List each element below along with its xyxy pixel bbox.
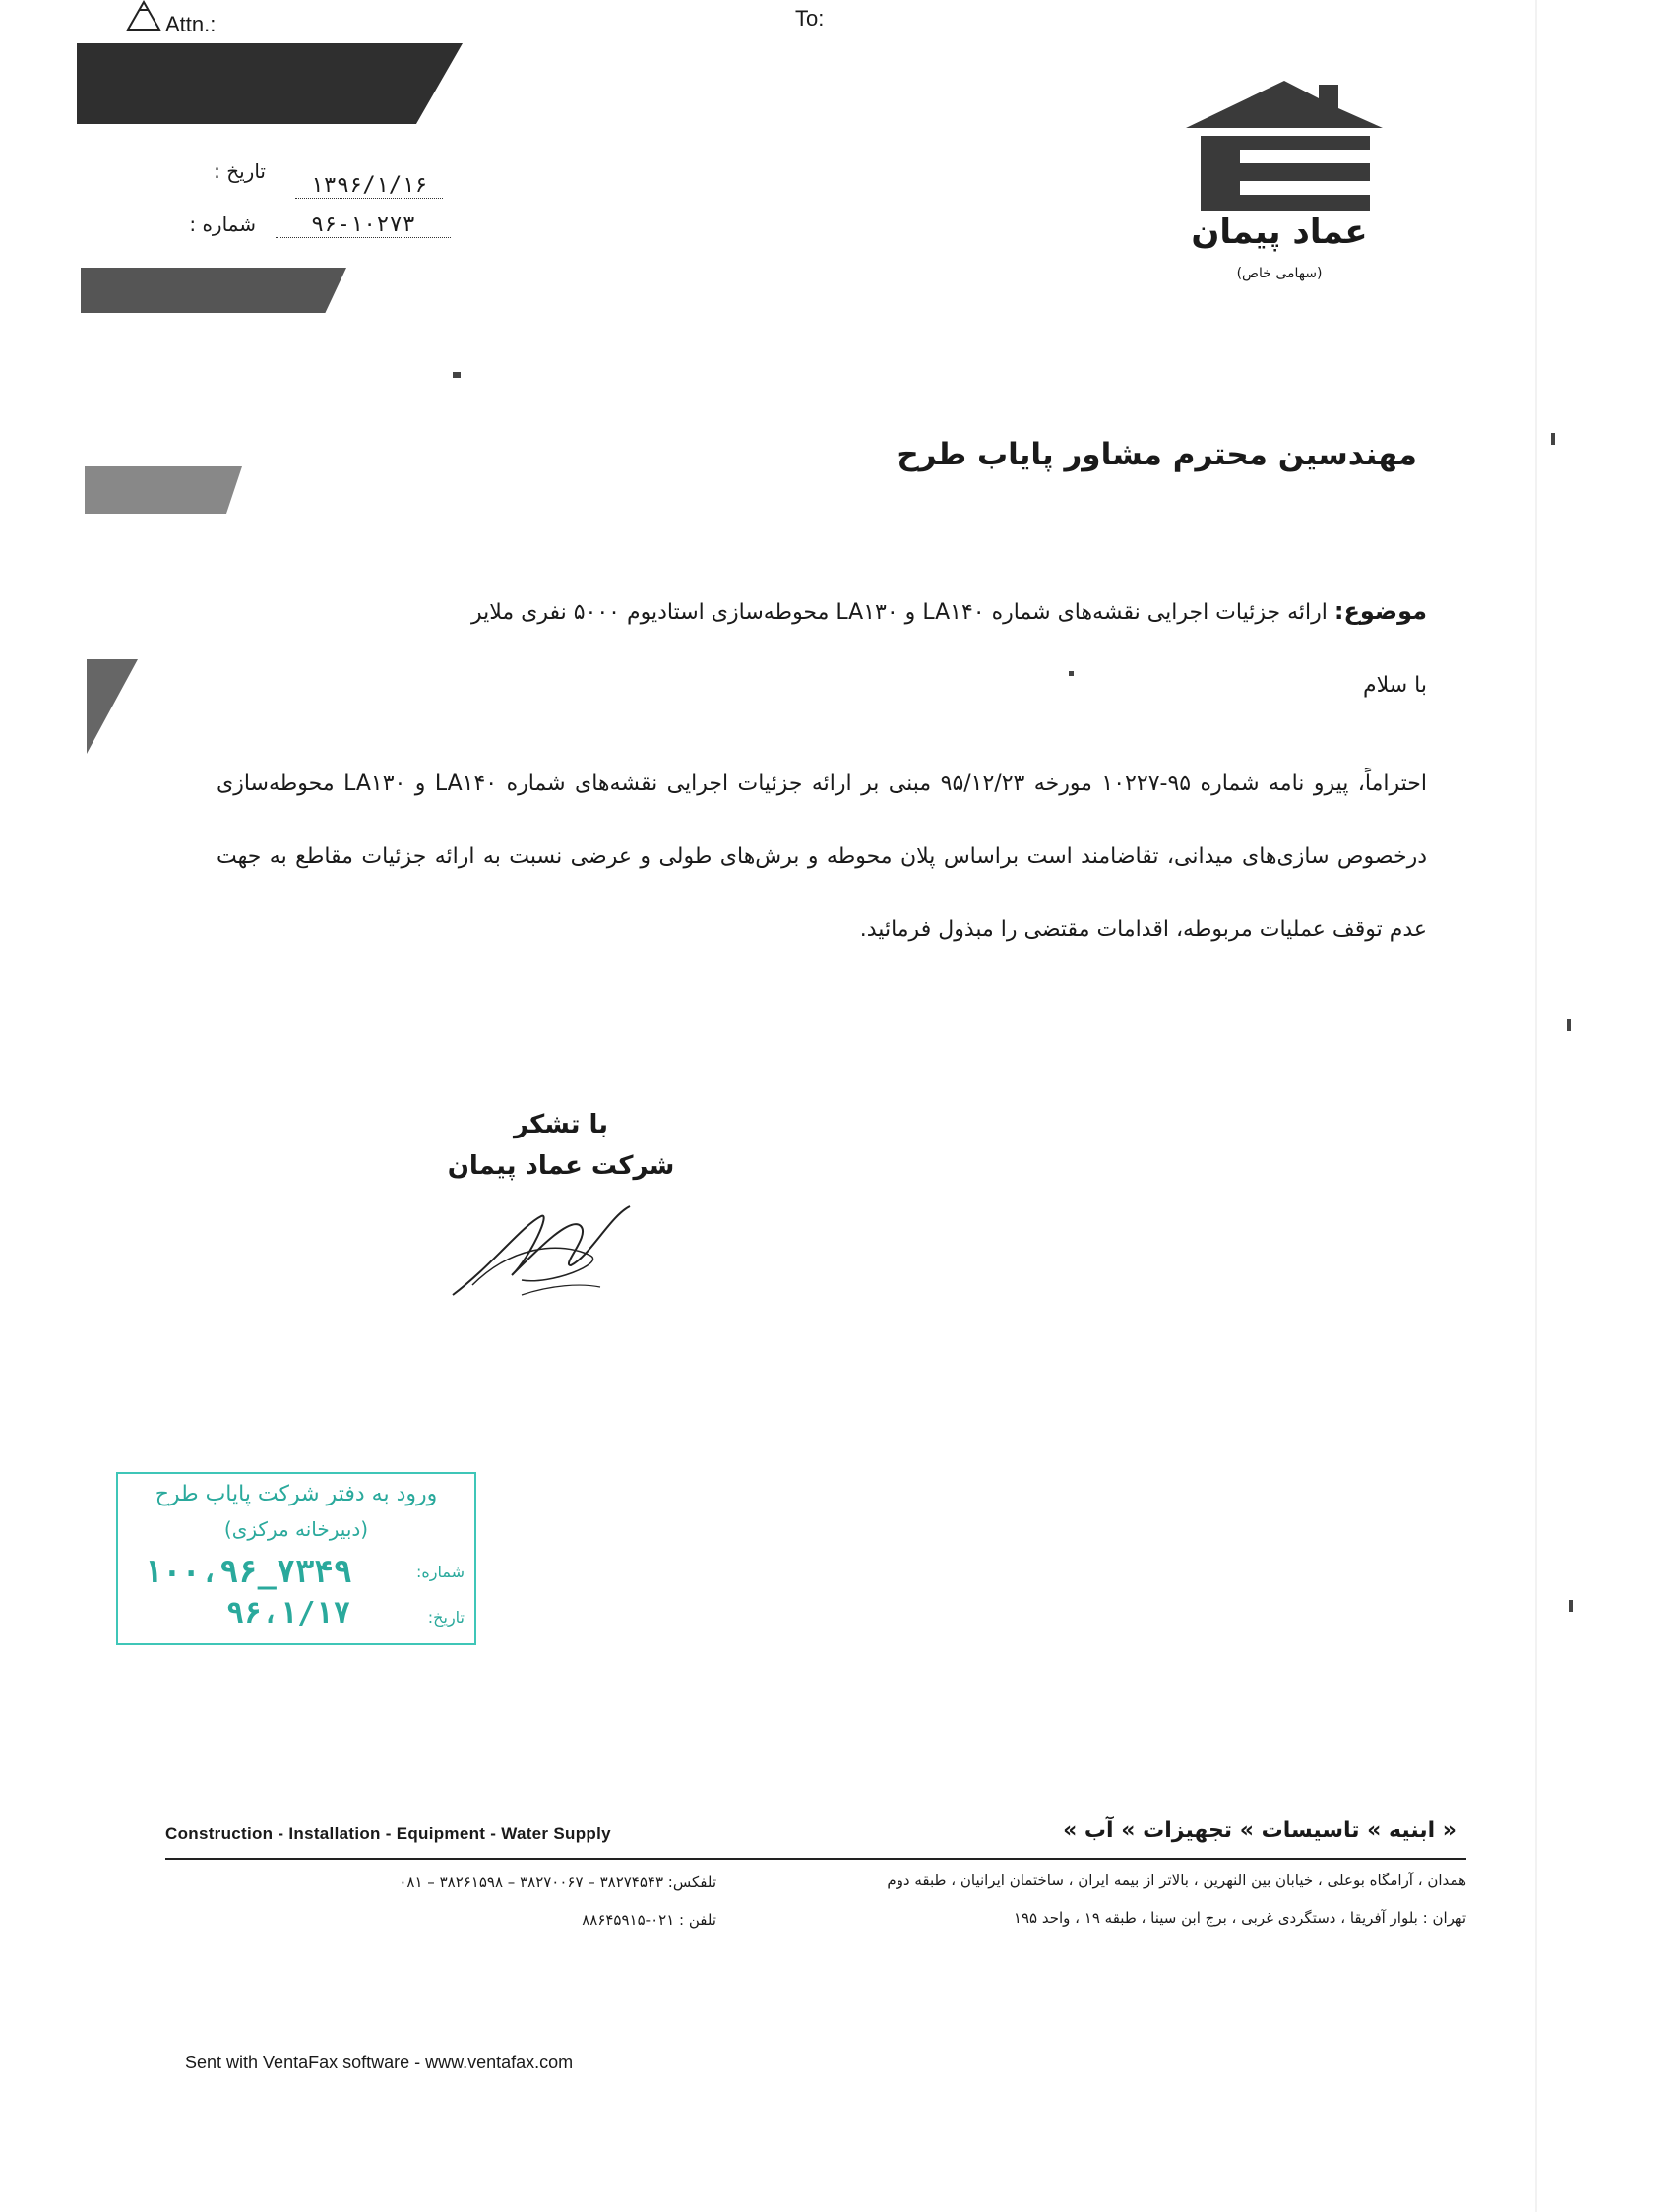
footer-address-hamedan: همدان ، آرامگاه بوعلی ، خیابان بین النهرین ، بالاتر از بیمه ایران ، ساختمان ایرانیان ، طبقه دوم — [887, 1872, 1466, 1889]
redaction-block — [81, 268, 346, 313]
date-value: ۱۳۹۶/۱/۱۶ — [295, 173, 443, 199]
scan-artifact — [1551, 433, 1555, 445]
scan-edge — [1535, 0, 1537, 2212]
scan-artifact — [1069, 671, 1074, 676]
fax-software-footer: Sent with VentaFax software - www.ventafax.com — [185, 2053, 574, 2072]
stamp-date-value: ۹۶،۱/۱۷ — [226, 1596, 351, 1630]
footer-fax: تلفکس: ۳۸۲۷۴۵۴۳ – ۳۸۲۷۰۰۶۷ – ۳۸۲۶۱۵۹۸ – ۰۸۱ — [399, 1874, 716, 1891]
letter-subject — [276, 596, 1427, 628]
company-logo-icon — [1181, 79, 1388, 216]
stamp-date-label: تاریخ: — [427, 1608, 465, 1627]
received-stamp — [116, 1472, 476, 1645]
subject-label: موضوع: — [1333, 597, 1427, 625]
redaction-block — [85, 466, 242, 514]
fax-warning-icon — [126, 0, 161, 35]
stamp-line-2: (دبیرخانه مرکزی) — [223, 1517, 369, 1541]
handwritten-signature — [433, 1187, 669, 1309]
letter-greeting: با سلام — [1362, 673, 1427, 698]
scan-artifact — [1569, 1600, 1573, 1612]
company-name: عماد پیمان — [1191, 213, 1368, 252]
scan-artifact — [1567, 1019, 1571, 1031]
footer-divider — [165, 1858, 1466, 1860]
redaction-block — [87, 659, 138, 754]
stamp-number-label: شماره: — [415, 1563, 465, 1581]
footer-services-en: Construction - Installation - Equipment - Water Supply — [165, 1824, 611, 1843]
scan-artifact — [453, 372, 461, 378]
number-label: شماره : — [189, 213, 256, 236]
footer-address-tehran: تهران : بلوار آفریقا ، دستگردی غربی ، برج ابن سینا ، طبقه ۱۹ ، واحد ۱۹۵ — [1013, 1909, 1466, 1927]
number-value: ۹۶-۱۰۲۷۳ — [276, 213, 451, 238]
subject-text: ارائه جزئیات اجرایی نقشه‌های شماره LA۱۴۰ و LA۱۳۰ محوطه‌سازی استادیوم ۵۰۰۰ نفری ملایر — [470, 600, 1328, 625]
attn-label: Attn.: — [165, 12, 217, 36]
to-label: To: — [795, 6, 825, 31]
date-label: تاریخ : — [214, 159, 266, 183]
letter-signatory: شرکت عماد پیمان — [447, 1151, 675, 1181]
footer-services-fa: « ابنیه » تاسیسات » تجهیزات » آب » — [1063, 1818, 1456, 1843]
footer-tel: تلفن : ۰۲۱-۸۸۶۴۵۹۱۵ — [582, 1911, 716, 1929]
company-type: (سهامی خاص) — [1236, 266, 1323, 281]
stamp-line-1: ورود به دفتر شرکت پایاب طرح — [155, 1482, 438, 1506]
letter-salutation: مهندسین محترم مشاور پایاب طرح — [897, 437, 1417, 472]
redaction-block — [77, 43, 463, 124]
letter-closing: با تشکر — [513, 1110, 609, 1139]
stamp-number-value: ۱۰۰،۹۶_۷۳۴۹ — [144, 1553, 352, 1590]
letter-body: احتراماً، پیرو نامه شماره ۹۵-۱۰۲۲۷ مورخه ۹۵/۱۲/۲۳ مبنی بر ارائه جزئیات اجرایی نقشه‌های شماره LA۱۴۰ و LA۱۳۰ محوطه‌سازی درخصوص سازی‌های میدانی، تقاضامند است براساس پلان محوطه و برش‌های طولی و عرضی نسبت به ارائه جزئیات مقاطع به جهت عدم توقف عملیات مربوطه، اقدامات مقتضی را مبذول فرمائید. — [217, 771, 1427, 942]
